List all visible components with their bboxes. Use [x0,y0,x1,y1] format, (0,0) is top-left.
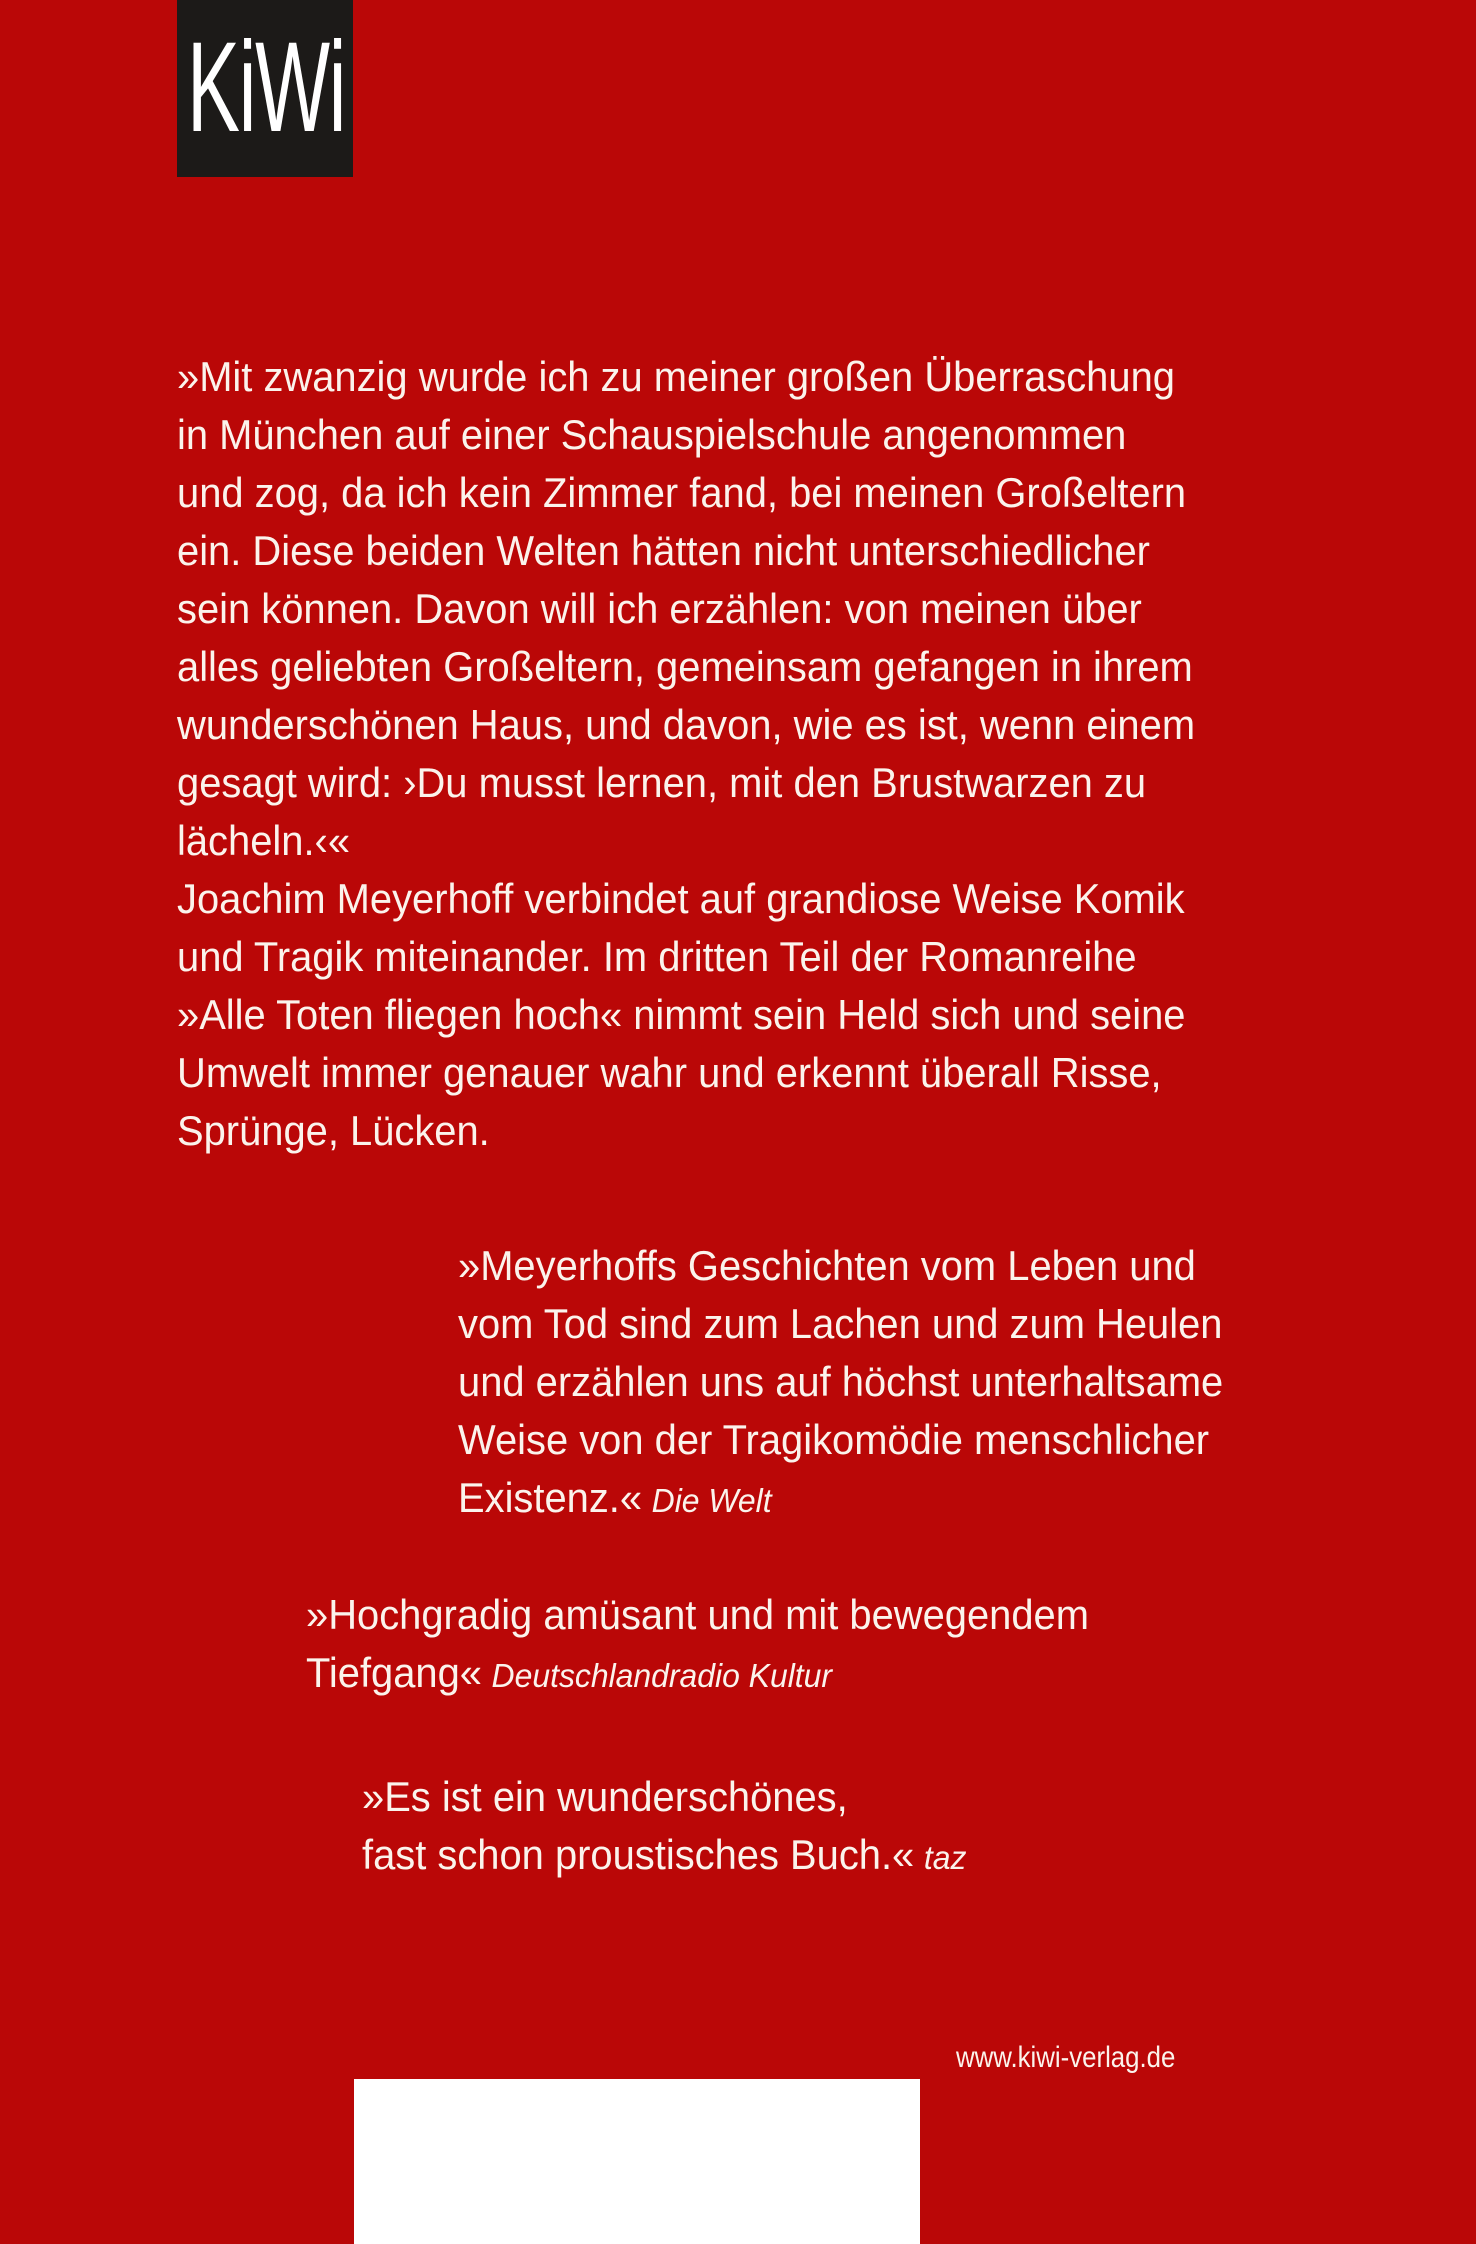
blurb-line: ein. Diese beiden Welten hätten nicht unterschiedlicher [177,527,1150,574]
logo-text: KiWi [187,16,346,159]
quote-source: Deutschlandradio Kultur [491,1658,833,1695]
quote-line-last [458,1469,1223,1527]
blurb-line: lächeln.‹« [177,817,351,864]
blurb-line: »Mit zwanzig wurde ich zu meiner großen Überraschung [177,353,1175,400]
blurb-line: Joachim Meyerhoff verbindet auf grandiose Weise Komik [177,875,1185,922]
quote-text: Existenz.« [458,1474,643,1521]
quote-source: Die Welt [651,1483,772,1520]
blurb-line: »Alle Toten fliegen hoch« nimmt sein Held sich und seine [177,991,1186,1038]
quote-line: vom Tod sind zum Lachen und zum Heulen [458,1300,1223,1347]
quote-line: »Es ist ein wunderschönes, [362,1773,848,1820]
blurb-line: und Tragik miteinander. Im dritten Teil der Romanreihe [177,933,1137,980]
quote-line-last [306,1644,1089,1702]
blurb-line: Sprünge, Lücken. [177,1107,490,1154]
review-quote-taz [362,1768,998,1884]
blurb-line: Umwelt immer genauer wahr und erkennt überall Risse, [177,1049,1162,1096]
blurb-line: und zog, da ich kein Zimmer fand, bei meinen Großeltern [177,469,1187,516]
blurb-line: sein können. Davon will ich erzählen: von meinen über [177,585,1142,632]
quote-text: Tiefgang« [306,1649,482,1696]
review-quote-die-welt [458,1237,1264,1527]
quote-line: und erzählen uns auf höchst unterhaltsame [458,1358,1224,1405]
quote-line: Weise von der Tragikomödie menschlicher [458,1416,1210,1463]
review-quote-deutschlandradio [306,1586,1130,1702]
barcode-area [354,2079,920,2244]
blurb-line: wunderschönen Haus, und davon, wie es ist, wenn einem [177,701,1196,748]
blurb-line: gesagt wird: ›Du musst lernen, mit den Brustwarzen zu [177,759,1147,806]
publisher-url: www.kiwi-verlag.de [956,2041,1176,2074]
quote-text: fast schon proustisches Buch.« [362,1831,915,1878]
quote-line: »Meyerhoffs Geschichten vom Leben und [458,1242,1196,1289]
quote-line: »Hochgradig amüsant und mit bewegendem [306,1591,1089,1638]
blurb-line: in München auf einer Schauspielschule angenommen [177,411,1127,458]
blurb-text [177,348,1249,1160]
kiwi-logo [177,0,353,177]
quote-line-last [362,1826,966,1884]
blurb-line: alles geliebten Großeltern, gemeinsam gefangen in ihrem [177,643,1193,690]
quote-source: taz [923,1840,967,1877]
